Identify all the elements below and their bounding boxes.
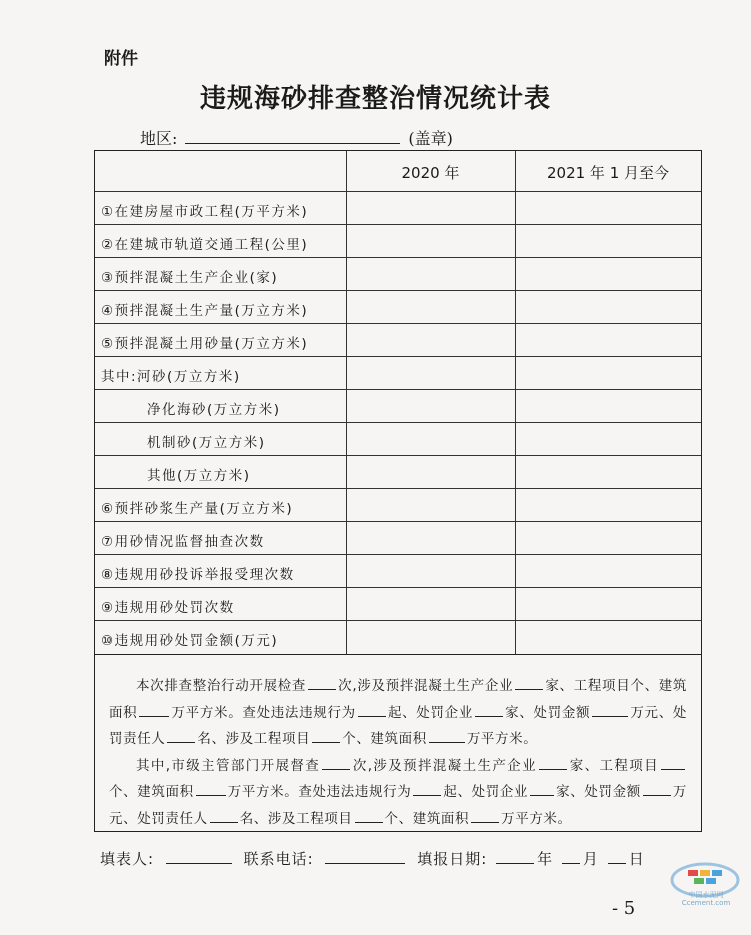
fill-blank[interactable]: [308, 677, 336, 690]
notes-text: 家、处罚金额: [556, 784, 641, 800]
table-row: [95, 522, 701, 555]
phone-blank[interactable]: [325, 850, 405, 864]
row-label: ③预拌混凝土生产企业(家): [101, 270, 279, 286]
table-row: [95, 621, 701, 654]
value-cell-2021[interactable]: [516, 522, 701, 554]
value-cell-2020[interactable]: [347, 522, 515, 554]
table-row: [95, 456, 701, 489]
region-field: [140, 126, 453, 149]
value-cell-2020[interactable]: [347, 390, 515, 422]
table-row: [95, 555, 701, 588]
table-header-row: [95, 151, 701, 192]
header-2021: 2021 年 1 月至今: [546, 164, 670, 182]
month-label: 月: [582, 850, 599, 868]
notes-text: 起、处罚企业: [443, 784, 529, 800]
notes-text: 万平方米。查处违法违规行为: [227, 784, 412, 800]
value-cell-2021[interactable]: [516, 489, 701, 521]
row-label: 净化海砂(万立方米): [147, 402, 281, 418]
table-row: [95, 588, 701, 621]
row-label: 机制砂(万立方米): [147, 435, 266, 451]
table-row: [95, 489, 701, 522]
fill-blank[interactable]: [471, 810, 499, 823]
row-label: ①在建房屋市政工程(万平方米): [101, 204, 309, 220]
attachment-label: 附件: [104, 49, 138, 69]
seal-label: (盖章): [408, 129, 453, 148]
row-label: ⑥预拌砂浆生产量(万立方米): [101, 501, 294, 517]
notes-text: 次,涉及预拌混凝土生产企业: [338, 678, 514, 694]
table-row: [95, 291, 701, 324]
notes-text: 个、建筑面积: [342, 731, 427, 747]
notes-text: 家、处罚金额: [505, 704, 591, 721]
fill-blank[interactable]: [358, 704, 386, 717]
row-label: 其他(万立方米): [147, 468, 251, 484]
year-blank[interactable]: [496, 850, 534, 864]
value-cell-2020[interactable]: [347, 588, 515, 620]
fill-blank[interactable]: [210, 810, 238, 823]
value-cell-2020[interactable]: [347, 291, 515, 323]
row-label: ⑨违规用砂处罚次数: [101, 600, 235, 616]
row-label: ④预拌混凝土生产量(万立方米): [101, 303, 309, 319]
fill-blank[interactable]: [413, 783, 441, 796]
value-cell-2020[interactable]: [347, 192, 515, 224]
fill-blank[interactable]: [196, 783, 226, 796]
value-cell-2021[interactable]: [516, 588, 701, 620]
row-label: ②在建城市轨道交通工程(公里): [101, 237, 309, 253]
fill-blank[interactable]: [167, 730, 195, 743]
table-row: [95, 225, 701, 258]
row-label: 其中:河砂(万立方米): [101, 369, 241, 385]
table-row: [95, 324, 701, 357]
fill-blank[interactable]: [530, 783, 554, 796]
notes-text: 家、工程项目个、建筑面积: [109, 678, 688, 721]
value-cell-2021[interactable]: [516, 225, 701, 257]
value-cell-2020[interactable]: [347, 357, 515, 389]
header-2020: 2020 年: [401, 164, 460, 182]
row-label: ⑩违规用砂处罚金额(万元): [101, 633, 279, 649]
notes-text: 个、建筑面积: [384, 810, 470, 827]
notes-text: 起、处罚企业: [387, 704, 474, 721]
notes-text: 本次排查整治行动开展检查: [136, 678, 307, 694]
fill-blank[interactable]: [643, 783, 671, 796]
month-blank[interactable]: [562, 850, 580, 864]
value-cell-2021[interactable]: [516, 258, 701, 290]
fill-blank[interactable]: [429, 730, 465, 743]
table-row: [95, 357, 701, 390]
notes-text: 万平方米。: [501, 810, 572, 827]
value-cell-2021[interactable]: [516, 291, 701, 323]
value-cell-2021[interactable]: [516, 390, 701, 422]
value-cell-2020[interactable]: [347, 324, 515, 356]
notes-text: 万元、处罚责任人: [109, 704, 688, 747]
fill-blank[interactable]: [355, 810, 383, 823]
value-cell-2021[interactable]: [516, 324, 701, 356]
notes-section: [94, 655, 702, 832]
region-label: 地区:: [140, 129, 178, 148]
page-number: - 5: [612, 898, 636, 919]
value-cell-2021[interactable]: [516, 192, 701, 224]
notes-text: 万平方米。: [466, 731, 538, 747]
notes-paragraph-1: [109, 673, 687, 753]
value-cell-2020[interactable]: [347, 456, 515, 488]
fill-blank[interactable]: [539, 757, 567, 770]
value-cell-2020[interactable]: [347, 423, 515, 455]
statistics-table: [94, 150, 702, 655]
notes-text: 个、建筑面积: [109, 784, 194, 800]
notes-text: 名、涉及工程项目: [239, 810, 353, 827]
notes-text: 次,涉及预拌混凝土生产企业: [352, 757, 538, 774]
fill-blank[interactable]: [592, 704, 628, 717]
value-cell-2021[interactable]: [516, 621, 701, 654]
fill-blank[interactable]: [515, 677, 543, 690]
phone-label: 联系电话:: [243, 850, 314, 868]
fill-blank[interactable]: [322, 757, 350, 770]
footer: [100, 848, 645, 869]
region-blank[interactable]: [185, 129, 400, 144]
fill-blank[interactable]: [475, 704, 503, 717]
notes-paragraph-2: [109, 753, 687, 833]
fill-blank[interactable]: [139, 704, 169, 717]
table-row: [95, 258, 701, 291]
date-label: 填报日期:: [417, 850, 488, 868]
value-cell-2020[interactable]: [347, 621, 515, 654]
day-label: 日: [628, 850, 645, 868]
page-title: 违规海砂排查整治情况统计表: [199, 84, 551, 114]
day-blank[interactable]: [608, 850, 626, 864]
row-label: ⑦用砂情况监督抽查次数: [101, 534, 265, 550]
notes-text: 其中,市级主管部门开展督查: [136, 757, 321, 774]
value-cell-2021[interactable]: [516, 456, 701, 488]
fill-blank[interactable]: [661, 757, 685, 770]
row-label: ⑤预拌混凝土用砂量(万立方米): [101, 336, 309, 352]
value-cell-2020[interactable]: [347, 258, 515, 290]
row-label: ⑧违规用砂投诉举报受理次数: [101, 567, 295, 583]
table-row: [95, 423, 701, 456]
value-cell-2021[interactable]: [516, 423, 701, 455]
notes-text: 万平方米。查处违法违规行为: [171, 704, 356, 721]
filler-label: 填表人:: [100, 850, 155, 868]
year-label: 年: [537, 850, 554, 868]
watermark-text: 中国水泥网 Ccement.com: [681, 891, 731, 907]
fill-blank[interactable]: [312, 730, 340, 743]
notes-text: 名、涉及工程项目: [197, 731, 311, 747]
value-cell-2021[interactable]: [516, 357, 701, 389]
table-row: [95, 192, 701, 225]
value-cell-2020[interactable]: [347, 225, 515, 257]
value-cell-2020[interactable]: [347, 489, 515, 521]
value-cell-2020[interactable]: [347, 555, 515, 587]
notes-text: 万元、处罚责任人: [109, 784, 687, 827]
notes-text: 家、工程项目: [569, 757, 660, 774]
filler-blank[interactable]: [166, 850, 232, 864]
table-row: [95, 390, 701, 423]
value-cell-2021[interactable]: [516, 555, 701, 587]
